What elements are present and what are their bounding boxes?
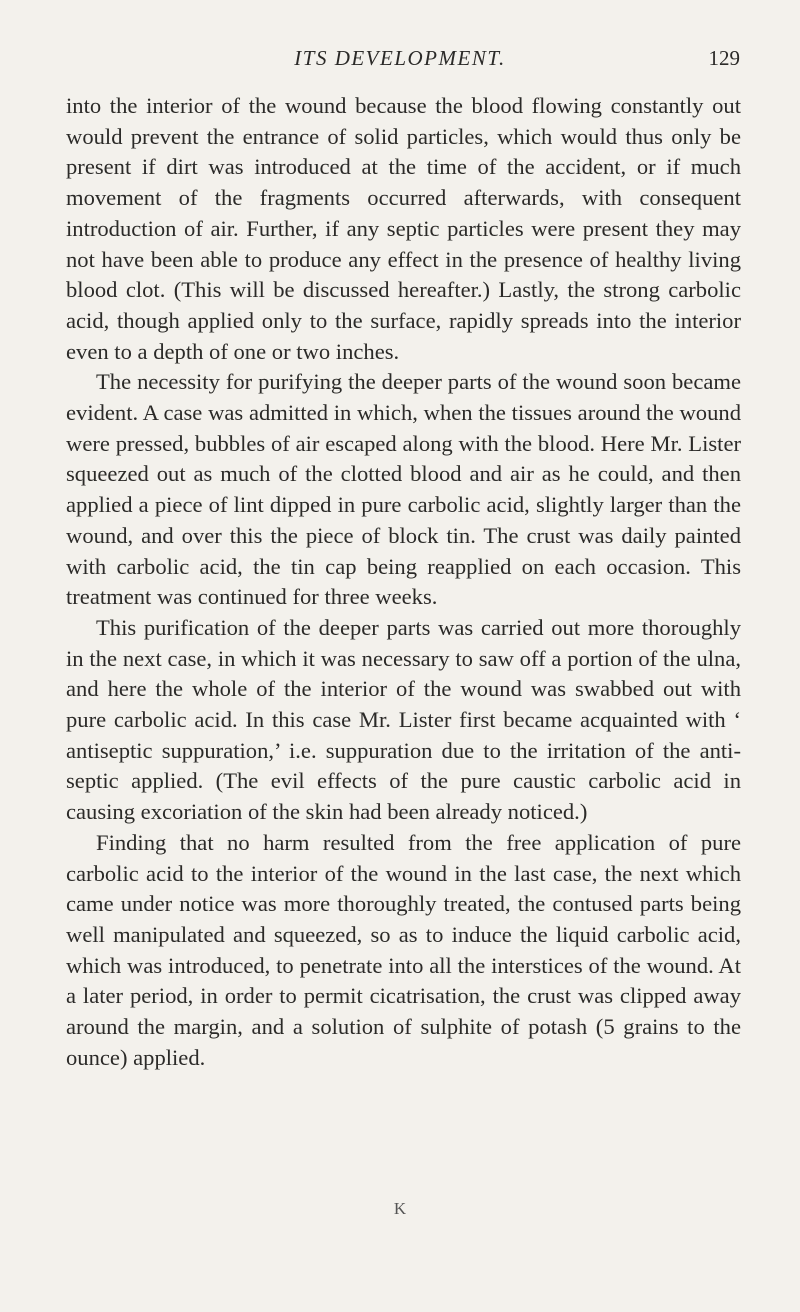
paragraph-continued: into the interior of the wound because the blood flowing constantly out would prevent the entrance of solid particles, which would thus only be present if dirt was introduced at the time of the accident, or if much movement of the fragments occurred afterwards, with consequent introduction of air. Further, if any septic particles were present they may not have been able to produce any effect in the presence of healthy living blood clot. (This will be discussed hereafter.) Lastly, the strong carbolic acid, though applied only to the surface, rapidly spreads into the interior even to a depth of one or two inches.: [66, 93, 741, 364]
signature-mark: K: [393, 1199, 407, 1218]
paragraph: This purification of the deeper parts was carried out more thoroughly in the next case, in which it was necessary to saw off a portion of the ulna, and here the whole of the interior of the wound was swabbed out with pure carbolic acid. In this case Mr. Lister first became acquainted with ‘ antiseptic suppuration,’ i.e. suppuration due to the irritation of the antiseptic applied. (The evil effects of the pure caustic carbolic acid in causing excoriation of the skin had been already noticed.): [66, 614, 741, 825]
running-head: [0, 46, 800, 76]
body-text: [66, 91, 741, 1074]
page-number: 129: [708, 46, 740, 70]
paragraph: The necessity for purifying the deeper parts of the wound soon became evident. A case was admitted in which, when the tissues around the wound were pressed, bubbles of air escaped along with the blood. Here Mr. Lister squeezed out as much of the clotted blood and air as he could, and then applied a piece of lint dipped in pure carbolic acid, slightly larger than the wound, and over this the piece of block tin. The crust was daily painted with carbolic acid, the tin cap being reapplied on each occasion. This treatment was continued for three weeks.: [66, 369, 741, 610]
paragraph: Finding that no harm resulted from the free application of pure carbolic acid to the interior of the wound in the last case, the next which came under notice was more thoroughly treated, the contused parts being well manipulated and squeezed, so as to induce the liquid carbolic acid, which was introduced, to penetrate into all the interstices of the wound. At a later period, in order to permit cicatrisation, the crust was clipped away around the margin, and a solution of sulphite of potash (5 grains to the ounce) applied.: [66, 829, 741, 1070]
running-title: ITS DEVELOPMENT.: [294, 46, 506, 70]
